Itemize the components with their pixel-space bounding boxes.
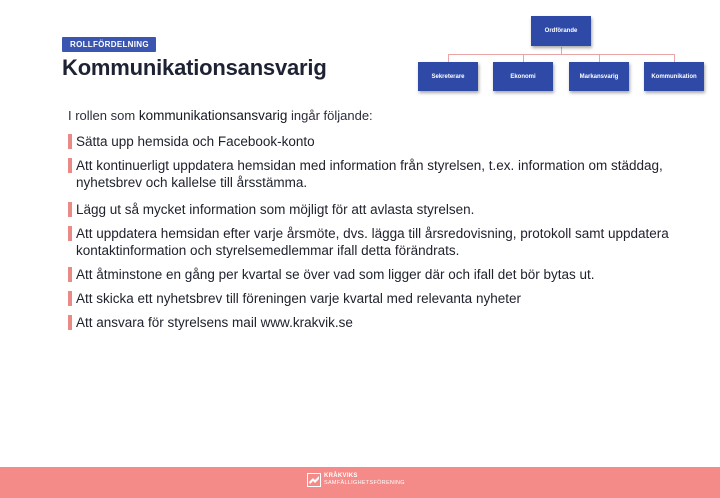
bullet-bar — [68, 267, 72, 282]
list-item — [68, 266, 688, 283]
org-connector-child — [523, 54, 524, 62]
list-item — [68, 225, 688, 259]
org-connector-horizontal — [448, 54, 675, 55]
org-box-ekonomi: Ekonomi — [493, 62, 553, 91]
org-box-sekreterare: Sekreterare — [418, 62, 478, 91]
list-item-text: Att uppdatera hemsidan efter varje årsmöte, dvs. lägga till årsredovisning, protokoll samt uppdatera kontaktinformation och styrelsemedlemmar ifall detta förändrats. — [76, 226, 669, 258]
intro-emphasis: kommunikationsansvarig — [138, 108, 288, 123]
logo-line-2: SAMFÄLLIGHETSFÖRENING — [324, 480, 405, 486]
logo-line-1: KRÅKVIKS — [324, 473, 358, 479]
list-item — [68, 314, 688, 331]
list-item-text: Att kontinuerligt uppdatera hemsidan med information från styrelsen, t.ex. information om städdag, nyhetsbrev och kallelse till årsstämma. — [76, 158, 663, 190]
bullet-bar — [68, 134, 72, 149]
page-title: Kommunikationsansvarig — [62, 55, 327, 80]
list-item-text: Att åtminstone en gång per kvartal se över vad som ligger där och ifall det bör bytas ut. — [76, 267, 595, 282]
org-chart — [0, 0, 720, 100]
footer-logo — [307, 473, 405, 487]
intro-after: ingår följande: — [287, 108, 373, 123]
org-connector-child — [448, 54, 449, 62]
list-item-text: Att skicka ett nyhetsbrev till föreningen varje kvartal med relevanta nyheter — [76, 291, 521, 306]
list-item — [68, 157, 688, 191]
list-item-text: Lägg ut så mycket information som möjligt för att avlasta styrelsen. — [76, 202, 475, 217]
list-item — [68, 133, 688, 150]
bullet-bar — [68, 315, 72, 330]
list-item-text: Sätta upp hemsida och Facebook-konto — [76, 134, 315, 149]
bullet-bar — [68, 158, 72, 173]
bullet-bar — [68, 291, 72, 306]
list-item — [68, 201, 688, 218]
org-box-kommunikation: Kommunikation — [644, 62, 704, 91]
intro-before: I rollen som — [68, 108, 139, 123]
bird-logo-icon — [307, 473, 321, 487]
footer-bar — [0, 467, 720, 498]
section-tag: ROLLFÖRDELNING — [62, 37, 156, 52]
org-connector-child — [599, 54, 600, 62]
org-connector-child — [674, 54, 675, 62]
bullet-bar — [68, 226, 72, 241]
intro-text — [68, 108, 373, 123]
org-box-markansvarig: Markansvarig — [569, 62, 629, 91]
responsibility-list — [68, 133, 688, 331]
list-item-text: Att ansvara för styrelsens mail www.krakvik.se — [76, 315, 353, 330]
org-box-ordforande: Ordförande — [531, 16, 591, 46]
list-item — [68, 290, 688, 307]
bullet-bar — [68, 202, 72, 217]
